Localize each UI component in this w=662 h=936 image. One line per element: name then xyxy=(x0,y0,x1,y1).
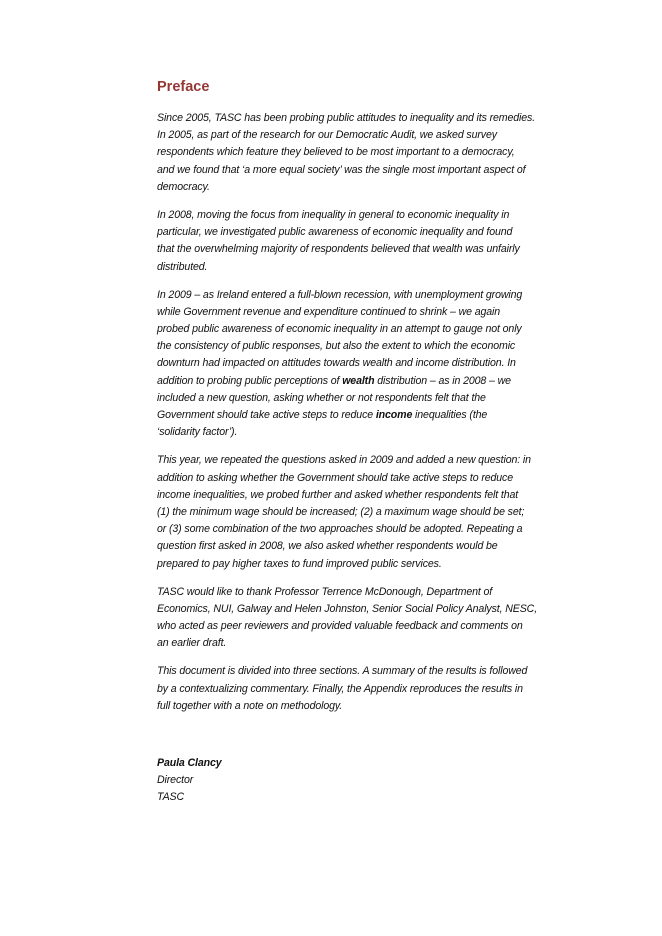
text-segment: respondents which feature they believed to be most important to a democracy, xyxy=(157,146,515,159)
signature-block xyxy=(157,755,222,807)
preface-body xyxy=(157,110,577,726)
text-line xyxy=(157,584,577,601)
paragraph xyxy=(157,663,577,715)
text-segment: democracy. xyxy=(157,180,210,193)
text-segment: Economics, NUI, Galway and Helen Johnston, Senior Social Policy Analyst, NESC, xyxy=(157,602,538,615)
text-line xyxy=(157,355,577,372)
text-segment: ‘solidarity factor’). xyxy=(157,426,238,439)
text-line xyxy=(157,681,577,698)
text-segment: (1) the minimum wage should be increased; (2) a maximum wage should be set; xyxy=(157,505,525,518)
text-line xyxy=(157,470,577,487)
text-line xyxy=(157,287,577,304)
text-line xyxy=(157,144,577,161)
text-segment: or (3) some combination of the two approaches should be adopted. Repeating a xyxy=(157,523,523,536)
text-segment: that the overwhelming majority of respondents believed that wealth was unfairly xyxy=(157,243,520,256)
text-segment: In 2005, as part of the research for our Democratic Audit, we asked survey xyxy=(157,129,497,142)
text-segment: distribution – as in 2008 – we xyxy=(374,374,511,387)
text-segment: and we found that ‘a more equal society’ was the single most important aspect of xyxy=(157,163,526,176)
text-segment: while Government revenue and expenditure continued to shrink – we again xyxy=(157,305,501,318)
text-line xyxy=(157,618,577,635)
text-segment: probed public awareness of economic inequality in an attempt to gauge not only xyxy=(157,323,522,336)
paragraph xyxy=(157,110,577,196)
text-segment: In 2009 – as Ireland entered a full-blown recession, with unemployment growing xyxy=(157,288,523,301)
text-line xyxy=(157,407,577,424)
text-line xyxy=(157,338,577,355)
text-line xyxy=(157,601,577,618)
text-segment: In 2008, moving the focus from inequality in general to economic inequality in xyxy=(157,208,510,221)
text-segment: Government should take active steps to reduce xyxy=(157,409,376,421)
signatory-name: Paula Clancy xyxy=(157,757,222,769)
page-title: Preface xyxy=(157,79,210,95)
text-segment: This document is divided into three sections. A summary of the results is followed xyxy=(157,665,528,678)
text-segment: addition to probing public perceptions of xyxy=(157,374,343,387)
text-segment: an earlier draft. xyxy=(157,637,227,650)
text-line xyxy=(157,504,577,521)
text-segment: TASC would like to thank Professor Terrence McDonough, Department of xyxy=(157,585,493,598)
text-segment: included a new question, asking whether or not respondents felt that the xyxy=(157,391,486,404)
text-segment: who acted as peer reviewers and provided valuable feedback and comments on xyxy=(157,620,523,633)
text-line xyxy=(157,390,577,407)
text-segment: income inequalities, we probed further and asked whether respondents felt that xyxy=(157,488,519,501)
text-line xyxy=(157,162,577,179)
text-line xyxy=(157,452,577,469)
paragraph xyxy=(157,207,577,276)
text-segment: inequalities (the xyxy=(412,409,488,421)
text-segment: by a contextualizing commentary. Finally, the Appendix reproduces the results in xyxy=(157,682,523,695)
text-line xyxy=(157,304,577,321)
text-line xyxy=(157,521,577,538)
text-segment: distributed. xyxy=(157,260,208,273)
text-segment: prepared to pay higher taxes to fund improved public services. xyxy=(157,557,442,570)
text-line xyxy=(157,110,577,127)
text-line xyxy=(157,487,577,504)
text-segment: downturn had impacted on attitudes towards wealth and income distribution. In xyxy=(157,357,516,370)
text-segment: Since 2005, TASC has been probing public attitudes to inequality and its remedies. xyxy=(157,112,536,124)
text-line xyxy=(157,663,577,680)
text-segment: particular, we investigated public awareness of economic inequality and found xyxy=(157,226,513,239)
text-line xyxy=(157,538,577,555)
paragraph xyxy=(157,287,577,442)
text-line xyxy=(157,207,577,224)
text-line xyxy=(157,321,577,338)
text-segment: question first asked in 2008, we also asked whether respondents would be xyxy=(157,540,498,553)
text-line xyxy=(157,259,577,276)
text-segment: This year, we repeated the questions asked in 2009 and added a new question: in xyxy=(157,454,531,467)
text-line xyxy=(157,635,577,652)
text-segment: the consistency of public responses, but also the extent to which the economic xyxy=(157,340,516,353)
text-segment: addition to asking whether the Government should take active steps to reduce xyxy=(157,471,513,484)
text-line xyxy=(157,179,577,196)
signatory-role: Director xyxy=(157,774,194,787)
emphasized-text: income xyxy=(375,409,413,421)
text-line xyxy=(157,698,577,715)
text-line xyxy=(157,224,577,241)
text-line xyxy=(157,556,577,573)
emphasized-text: wealth xyxy=(342,374,375,387)
text-segment: full together with a note on methodology. xyxy=(157,699,343,712)
text-line xyxy=(157,373,577,390)
paragraph xyxy=(157,584,577,653)
signatory-organization: TASC xyxy=(157,791,184,804)
text-line xyxy=(157,241,577,258)
text-line xyxy=(157,424,577,441)
text-line xyxy=(157,127,577,144)
paragraph xyxy=(157,452,577,572)
